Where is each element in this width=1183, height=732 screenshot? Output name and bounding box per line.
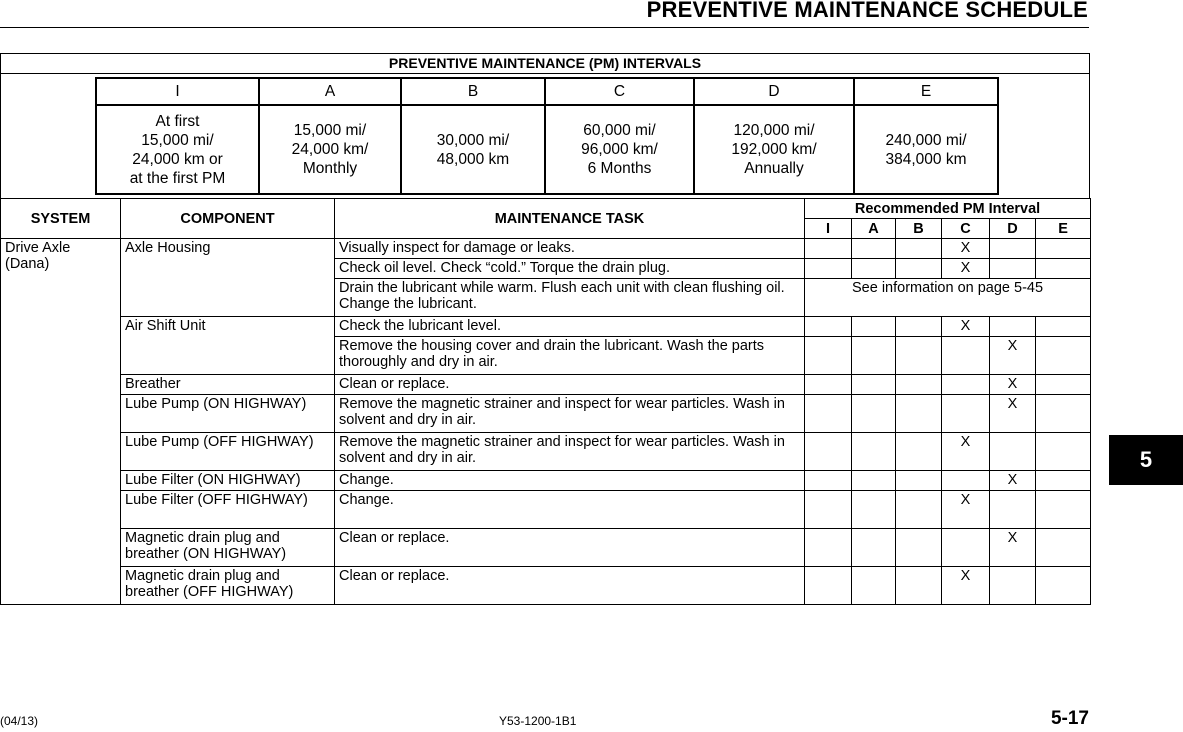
interval-mark-cell xyxy=(896,337,942,375)
interval-desc-d: 120,000 mi/ 192,000 km/ Annually xyxy=(694,105,854,194)
table-row xyxy=(1,239,1091,259)
interval-mark-cell xyxy=(1036,433,1091,471)
header-system: SYSTEM xyxy=(1,199,121,239)
interval-desc-c: 60,000 mi/ 96,000 km/ 6 Months xyxy=(545,105,694,194)
component-cell: Axle Housing xyxy=(121,239,335,317)
maintenance-schedule-table xyxy=(0,198,1091,605)
footer-doc-number: Y53-1200-1B1 xyxy=(499,714,577,728)
system-cell: Drive Axle (Dana) xyxy=(1,239,121,605)
interval-mark-cell xyxy=(1036,375,1091,395)
interval-mark-cell xyxy=(852,529,896,567)
interval-mark-cell xyxy=(896,317,942,337)
header-code-a: A xyxy=(852,219,896,239)
interval-mark-cell: X xyxy=(942,567,990,605)
task-cell: Change. xyxy=(335,491,805,529)
interval-code-c: C xyxy=(545,78,694,105)
interval-mark-cell xyxy=(852,433,896,471)
task-cell: Remove the magnetic strainer and inspect for wear particles. Wash in solvent and dry in air. xyxy=(335,395,805,433)
interval-mark-cell: X xyxy=(990,395,1036,433)
interval-mark-cell xyxy=(990,433,1036,471)
footer-date: (04/13) xyxy=(0,714,39,728)
interval-mark-cell xyxy=(852,567,896,605)
interval-code-d: D xyxy=(694,78,854,105)
interval-mark-cell xyxy=(805,337,852,375)
title-rule xyxy=(0,27,1089,28)
task-cell: Remove the housing cover and drain the lubricant. Wash the parts thoroughly and dry in air. xyxy=(335,337,805,375)
interval-mark-cell xyxy=(1036,529,1091,567)
interval-mark-cell xyxy=(852,239,896,259)
interval-mark-cell xyxy=(805,567,852,605)
interval-desc-a: 15,000 mi/ 24,000 km/ Monthly xyxy=(259,105,401,194)
interval-mark-cell xyxy=(852,471,896,491)
component-cell: Lube Filter (ON HIGHWAY) xyxy=(121,471,335,491)
task-cell: Check the lubricant level. xyxy=(335,317,805,337)
interval-mark-cell xyxy=(942,395,990,433)
interval-mark-cell xyxy=(852,375,896,395)
interval-mark-cell xyxy=(896,395,942,433)
header-code-e: E xyxy=(1036,219,1091,239)
interval-mark-cell xyxy=(805,239,852,259)
component-cell: Air Shift Unit xyxy=(121,317,335,375)
interval-mark-cell xyxy=(1036,317,1091,337)
interval-mark-cell: X xyxy=(942,491,990,529)
interval-mark-cell xyxy=(852,337,896,375)
interval-mark-cell xyxy=(852,395,896,433)
task-cell: Check oil level. Check “cold.” Torque the drain plug. xyxy=(335,259,805,279)
header-interval: Recommended PM Interval xyxy=(805,199,1091,219)
interval-mark-cell xyxy=(990,567,1036,605)
header-code-i: I xyxy=(805,219,852,239)
interval-mark-cell xyxy=(896,471,942,491)
interval-mark-cell xyxy=(896,375,942,395)
interval-mark-cell xyxy=(1036,239,1091,259)
component-cell: Magnetic drain plug and breather (OFF HIGHWAY) xyxy=(121,567,335,605)
interval-mark-cell xyxy=(852,259,896,279)
table-row xyxy=(1,567,1091,605)
pm-intervals-box xyxy=(0,53,1090,199)
interval-mark-cell: X xyxy=(990,375,1036,395)
table-row xyxy=(1,491,1091,529)
interval-mark-cell xyxy=(852,491,896,529)
header-code-d: D xyxy=(990,219,1036,239)
interval-mark-cell xyxy=(805,471,852,491)
interval-mark-cell xyxy=(990,259,1036,279)
task-cell: Clean or replace. xyxy=(335,375,805,395)
interval-mark-cell: X xyxy=(990,337,1036,375)
task-cell: Drain the lubricant while warm. Flush each unit with clean flushing oil. Change the lubricant. xyxy=(335,279,805,317)
interval-mark-cell xyxy=(852,317,896,337)
pm-intervals-table xyxy=(95,77,999,195)
interval-mark-cell xyxy=(990,317,1036,337)
interval-mark-cell xyxy=(942,375,990,395)
interval-mark-cell xyxy=(942,337,990,375)
table-row xyxy=(1,395,1091,433)
task-cell: Change. xyxy=(335,471,805,491)
component-cell: Lube Pump (ON HIGHWAY) xyxy=(121,395,335,433)
interval-code-e: E xyxy=(854,78,998,105)
interval-mark-cell: X xyxy=(942,433,990,471)
table-row xyxy=(1,317,1091,337)
interval-mark-cell xyxy=(1036,395,1091,433)
interval-mark-cell xyxy=(1036,259,1091,279)
interval-code-i: I xyxy=(96,78,259,105)
interval-mark-cell xyxy=(942,471,990,491)
interval-mark-cell: X xyxy=(942,239,990,259)
pm-intervals-heading: PREVENTIVE MAINTENANCE (PM) INTERVALS xyxy=(1,54,1089,74)
interval-code-b: B xyxy=(401,78,545,105)
interval-mark-cell xyxy=(805,491,852,529)
see-info-note: See information on page 5-45 xyxy=(805,279,1091,317)
interval-mark-cell xyxy=(896,491,942,529)
interval-code-a: A xyxy=(259,78,401,105)
interval-mark-cell: X xyxy=(990,471,1036,491)
interval-desc-i: At first 15,000 mi/ 24,000 km or at the first PM xyxy=(96,105,259,194)
interval-mark-cell xyxy=(1036,491,1091,529)
header-code-b: B xyxy=(896,219,942,239)
interval-desc-b: 30,000 mi/ 48,000 km xyxy=(401,105,545,194)
interval-mark-cell xyxy=(805,375,852,395)
interval-mark-cell xyxy=(1036,337,1091,375)
table-row xyxy=(1,529,1091,567)
interval-mark-cell xyxy=(805,395,852,433)
interval-mark-cell: X xyxy=(942,259,990,279)
interval-mark-cell: X xyxy=(942,317,990,337)
table-row xyxy=(1,471,1091,491)
interval-mark-cell: X xyxy=(990,529,1036,567)
interval-mark-cell xyxy=(896,433,942,471)
task-cell: Remove the magnetic strainer and inspect for wear particles. Wash in solvent and dry in air. xyxy=(335,433,805,471)
footer-page-number: 5-17 xyxy=(1050,708,1089,729)
interval-mark-cell xyxy=(805,317,852,337)
component-cell: Magnetic drain plug and breather (ON HIGHWAY) xyxy=(121,529,335,567)
interval-mark-cell xyxy=(990,491,1036,529)
interval-mark-cell xyxy=(805,259,852,279)
interval-desc-e: 240,000 mi/ 384,000 km xyxy=(854,105,998,194)
component-cell: Breather xyxy=(121,375,335,395)
task-cell: Clean or replace. xyxy=(335,529,805,567)
table-row xyxy=(1,433,1091,471)
interval-mark-cell xyxy=(942,529,990,567)
interval-mark-cell xyxy=(896,529,942,567)
component-cell: Lube Pump (OFF HIGHWAY) xyxy=(121,433,335,471)
task-cell: Clean or replace. xyxy=(335,567,805,605)
component-cell: Lube Filter (OFF HIGHWAY) xyxy=(121,491,335,529)
interval-mark-cell xyxy=(896,567,942,605)
table-row xyxy=(1,375,1091,395)
page-title: PREVENTIVE MAINTENANCE SCHEDULE xyxy=(646,0,1088,22)
interval-mark-cell xyxy=(805,529,852,567)
interval-mark-cell xyxy=(896,239,942,259)
header-task: MAINTENANCE TASK xyxy=(335,199,805,239)
interval-mark-cell xyxy=(1036,567,1091,605)
header-component: COMPONENT xyxy=(121,199,335,239)
header-code-c: C xyxy=(942,219,990,239)
interval-mark-cell xyxy=(805,433,852,471)
task-cell: Visually inspect for damage or leaks. xyxy=(335,239,805,259)
interval-mark-cell xyxy=(896,259,942,279)
interval-mark-cell xyxy=(990,239,1036,259)
section-tab: 5 xyxy=(1109,435,1183,485)
interval-mark-cell xyxy=(1036,471,1091,491)
